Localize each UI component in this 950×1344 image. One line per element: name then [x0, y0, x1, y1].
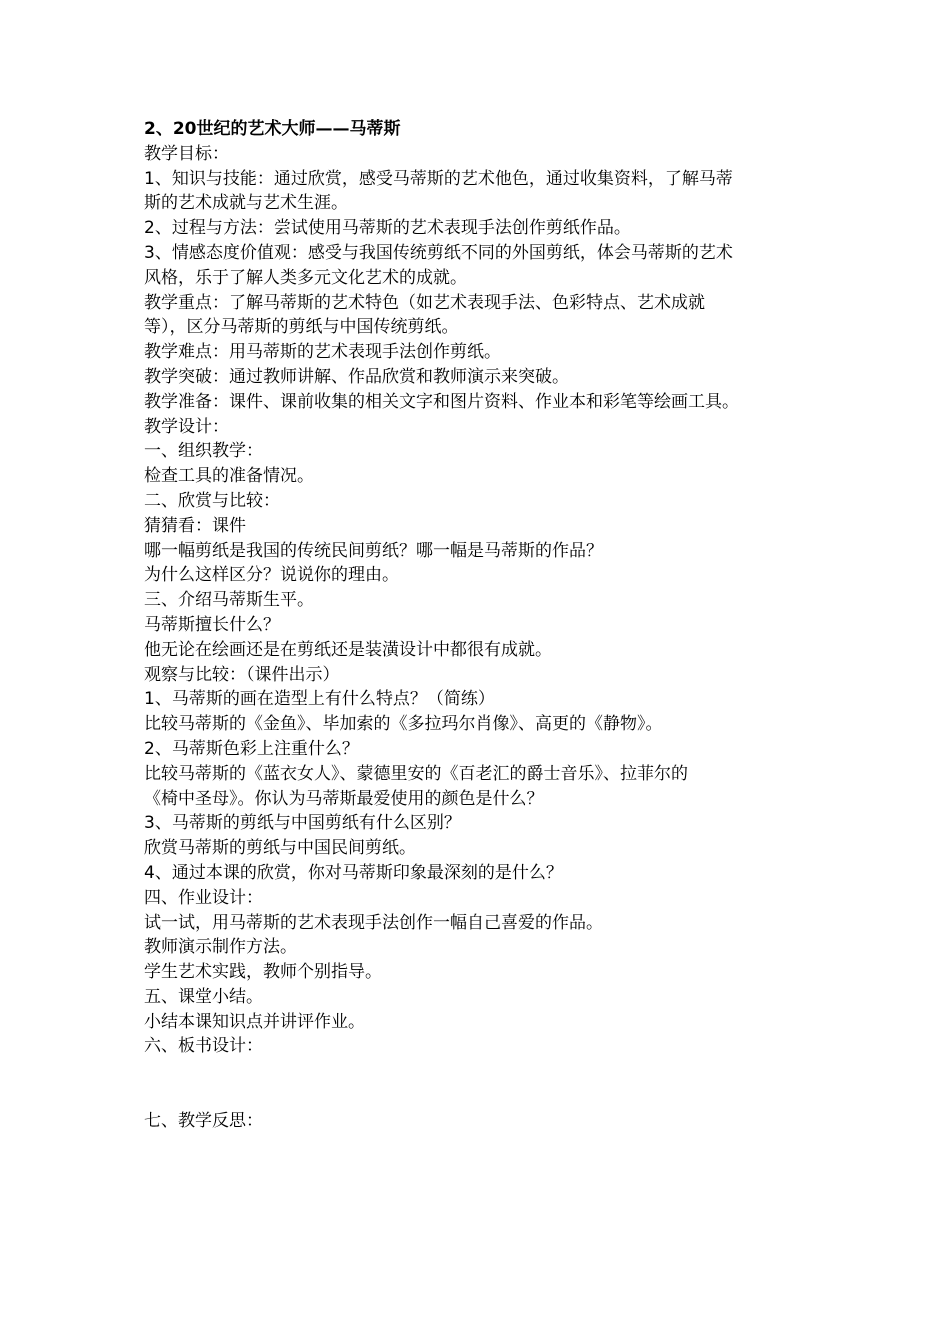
text-line: 他无论在绘画还是在剪纸还是装潢设计中都很有成就。	[144, 639, 552, 660]
text-line: 3、情感态度价值观：感受与我国传统剪纸不同的外国剪纸，体会马蒂斯的艺术	[144, 242, 733, 263]
text-line: 等），区分马蒂斯的剪纸与中国传统剪纸。	[144, 317, 459, 338]
lesson-section-main	[144, 142, 814, 1059]
text-line: 比较马蒂斯的《金鱼》、毕加索的《多拉玛尔肖像》、高更的《静物》。	[144, 714, 663, 735]
text-line: 比较马蒂斯的《蓝衣女人》、蒙德里安的《百老汇的爵士音乐》、拉菲尔的	[144, 763, 688, 784]
text-line: 观察与比较：（课件出示）	[144, 664, 340, 685]
text-line: 哪一幅剪纸是我国的传统民间剪纸？哪一幅是马蒂斯的作品？	[144, 540, 603, 561]
lesson-plan-body	[144, 117, 814, 1134]
text-line: 斯的艺术成就与艺术生涯。	[144, 193, 348, 214]
text-line: 风格，乐于了解人类多元文化艺术的成就。	[144, 267, 467, 288]
text-line: 欣赏马蒂斯的剪纸与中国民间剪纸。	[144, 838, 416, 859]
text-line: 试一试，用马蒂斯的艺术表现手法创作一幅自己喜爱的作品。	[144, 912, 603, 933]
text-line: 教学准备：课件、课前收集的相关文字和图片资料、作业本和彩笔等绘画工具。	[144, 391, 739, 412]
text-line: 一、组织教学：	[144, 441, 263, 462]
lesson-title: 2、20世纪的艺术大师——马蒂斯	[144, 119, 401, 139]
text-line: 学生艺术实践，教师个别指导。	[144, 962, 382, 983]
text-line: 猜猜看：课件	[144, 515, 246, 536]
text-line: 检查工具的准备情况。	[144, 466, 314, 487]
text-line: 为什么这样区分？说说你的理由。	[144, 565, 399, 586]
text-line: 1、马蒂斯的画在造型上有什么特点？（简练）	[144, 689, 495, 710]
text-line: 2、马蒂斯色彩上注重什么？	[144, 738, 359, 759]
text-line: 六、板书设计：	[144, 1036, 263, 1057]
text-line: 教学设计：	[144, 416, 229, 437]
text-line: 3、马蒂斯的剪纸与中国剪纸有什么区别？	[144, 813, 461, 834]
text-line: 教学目标：	[144, 143, 229, 164]
text-line: 教师演示制作方法。	[144, 937, 297, 958]
lesson-section-reflection	[144, 1109, 814, 1134]
text-line: 小结本课知识点并讲评作业。	[144, 1011, 365, 1032]
text-line: 三、介绍马蒂斯生平。	[144, 590, 314, 611]
text-line: 4、通过本课的欣赏，你对马蒂斯印象最深刻的是什么？	[144, 862, 563, 883]
blackboard-design-space	[144, 1059, 814, 1109]
text-line: 教学突破：通过教师讲解、作品欣赏和教师演示来突破。	[144, 366, 569, 387]
text-line: 教学重点：了解马蒂斯的艺术特色（如艺术表现手法、色彩特点、艺术成就	[144, 292, 705, 313]
text-line: 教学难点：用马蒂斯的艺术表现手法创作剪纸。	[144, 342, 501, 363]
text-line: 二、欣赏与比较：	[144, 490, 280, 511]
text-line: 五、课堂小结。	[144, 986, 263, 1007]
text-line: 《椅中圣母》。你认为马蒂斯最爱使用的颜色是什么？	[144, 788, 544, 809]
text-line: 1、知识与技能：通过欣赏，感受马蒂斯的艺术他色，通过收集资料，了解马蒂	[144, 168, 733, 189]
text-line: 2、过程与方法：尝试使用马蒂斯的艺术表现手法创作剪纸作品。	[144, 218, 631, 239]
text-line: 马蒂斯擅长什么？	[144, 614, 280, 635]
text-line: 七、教学反思：	[144, 1111, 263, 1132]
text-line: 四、作业设计：	[144, 887, 263, 908]
